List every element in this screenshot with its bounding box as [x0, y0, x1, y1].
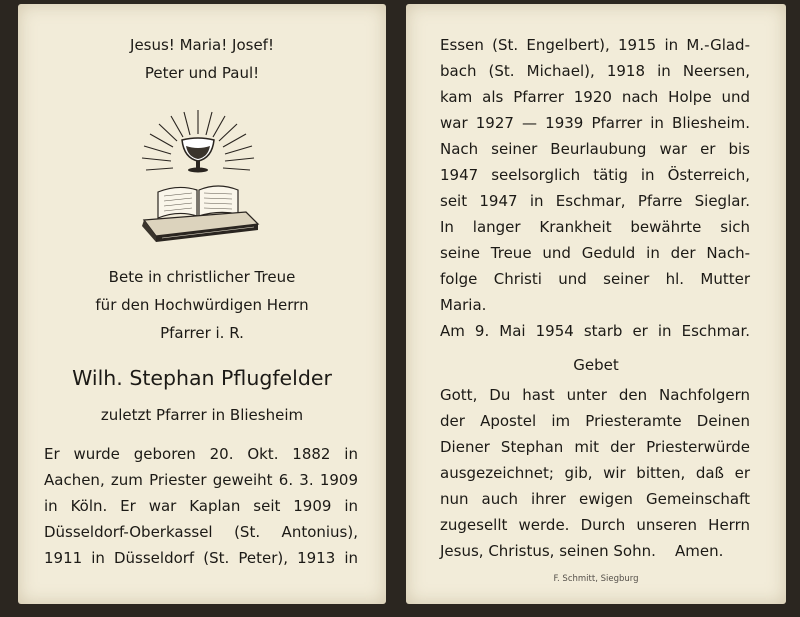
right-page — [406, 4, 786, 604]
header-line-1: Jesus! Maria! Josef! — [130, 36, 274, 54]
bio-line: bach (St. Michael), 1918 in Neersen, — [440, 62, 750, 80]
bio-line: war 1927 — 1939 Pfarrer in Bliesheim. — [440, 114, 750, 132]
prayer-intro-line-3: Pfarrer i. R. — [160, 324, 244, 342]
deceased-name: Wilh. Stephan Pflugfelder — [72, 366, 332, 390]
prayer-line: Jesus, Christus, seinen Sohn. Amen. — [440, 542, 724, 560]
bio-line: Er wurde geboren 20. Okt. 1882 in — [44, 445, 358, 463]
bio-line: Düsseldorf-Oberkassel (St. Antonius), — [44, 523, 358, 541]
bio-line: 1911 in Düsseldorf (St. Peter), 1913 in — [44, 549, 358, 567]
bio-line: Nach seiner Beurlaubung war er bis — [440, 140, 750, 158]
prayer-intro-line-1: Bete in christlicher Treue — [108, 268, 296, 286]
prayer-intro-line-2: für den Hochwürdigen Herrn — [95, 296, 309, 314]
bio-line: kam als Pfarrer 1920 nach Holpe und — [440, 88, 750, 106]
deceased-title: zuletzt Pfarrer in Bliesheim — [100, 406, 304, 424]
prayer-line: zugesellt werde. Durch unseren Herrn — [440, 516, 750, 534]
bio-line: Maria. — [440, 296, 487, 314]
bio-line: Aachen, zum Priester geweiht 6. 3. 1909 — [44, 471, 358, 489]
chalice-over-open-book-icon — [128, 106, 268, 244]
bio-line: In langer Krankheit bewährte sich — [440, 218, 750, 236]
prayer-line: der Apostel im Priesteramte Deinen — [440, 412, 750, 430]
prayer-line: nun auch ihrer ewigen Gemeinschaft — [440, 490, 750, 508]
bio-line: 1947 seelsorglich tätig in Österreich, — [440, 166, 750, 184]
bio-line: Essen (St. Engelbert), 1915 in M.-Glad- — [440, 36, 750, 54]
death-line: Am 9. Mai 1954 starb er in Eschmar. — [440, 322, 750, 340]
bio-line: folge Christi und seiner hl. Mutter — [440, 270, 750, 288]
printer-imprint: F. Schmitt, Siegburg — [553, 574, 639, 584]
prayer-heading: Gebet — [573, 356, 619, 374]
bio-line: seine Treue und Geduld in der Nach- — [440, 244, 750, 262]
prayer-line: Diener Stephan mit der Priesterwürde — [440, 438, 750, 456]
bio-line: seit 1947 in Eschmar, Pfarre Sieglar. — [440, 192, 750, 210]
prayer-line: ausgezeichnet; gib, wir bitten, daß er — [440, 464, 750, 482]
bio-line: in Köln. Er war Kaplan seit 1909 in — [44, 497, 358, 515]
left-page — [18, 4, 386, 604]
header-line-2: Peter und Paul! — [144, 64, 260, 82]
prayer-line: Gott, Du hast unter den Nachfolgern — [440, 386, 750, 404]
